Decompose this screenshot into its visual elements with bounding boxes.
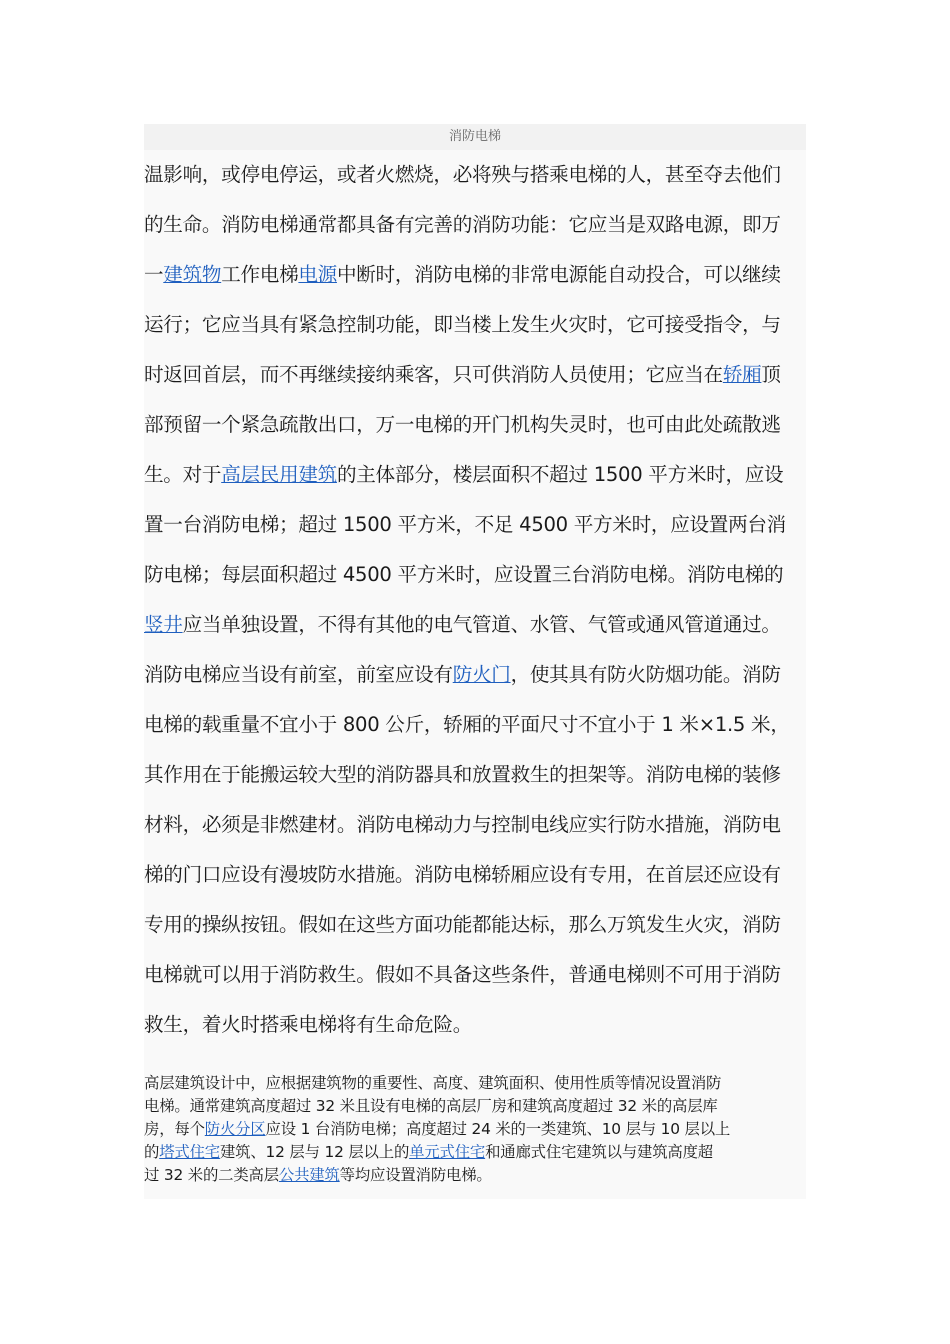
- text-line: [144, 500, 806, 550]
- text-line: [144, 1000, 806, 1050]
- text-line: [144, 300, 806, 350]
- text-line: [144, 850, 806, 900]
- text-segment: 救生，着火时搭乘电梯将有生命危险。: [144, 1013, 472, 1036]
- inline-link[interactable]: 竖井: [144, 613, 183, 636]
- text-segment: 和通廊式住宅建筑以与建筑高度超: [485, 1143, 713, 1161]
- text-segment: 梯的门口应设有漫坡防水措施。消防电梯轿厢应设有专用，在首层还应设有: [144, 863, 781, 886]
- text-line: [144, 1164, 806, 1187]
- text-segment: 中断时，消防电梯的非常电源能自动投合，可以继续: [336, 263, 781, 286]
- inline-link[interactable]: 高层民用建筑: [221, 463, 337, 486]
- text-line: [144, 700, 806, 750]
- text-line: [144, 150, 806, 200]
- text-segment: 的生命。消防电梯通常都具备有完善的消防功能：它应当是双路电源，即万: [144, 213, 781, 236]
- text-segment: 等均应设置消防电梯。: [339, 1166, 492, 1184]
- note-paragraph: [144, 1072, 806, 1187]
- inline-link[interactable]: 电源: [298, 263, 337, 286]
- text-segment: 消防电梯应当设有前室，前室应设有: [144, 663, 453, 686]
- main-paragraph: [144, 150, 806, 1050]
- inline-link[interactable]: 防火门: [452, 663, 511, 686]
- text-segment: 生。对于: [144, 463, 222, 486]
- text-segment: 应当单独设置，不得有其他的电气管道、水管、气管或通风管道通过。: [182, 613, 781, 636]
- text-segment: ，使其具有防火防烟功能。消防: [510, 663, 781, 686]
- text-line: [144, 1072, 806, 1095]
- inline-link[interactable]: 塔式住宅: [159, 1143, 220, 1161]
- text-segment: 房，每个: [144, 1120, 205, 1138]
- text-segment: 的主体部分，楼层面积不超过 1500 平方米时，应设: [336, 463, 784, 486]
- text-line: [144, 450, 806, 500]
- text-segment: 时返回首层，而不再继续接纳乘客，只可供消防人员使用；它应当在: [144, 363, 723, 386]
- text-segment: 温影响，或停电停运，或者火燃烧，必将殃与搭乘电梯的人，甚至夺去他们: [144, 163, 781, 186]
- caption-title: 消防电梯: [144, 124, 806, 150]
- text-line: [144, 750, 806, 800]
- text-segment: 置一台消防电梯；超过 1500 平方米，不足 4500 平方米时，应设置两台消: [144, 513, 786, 536]
- text-line: [144, 250, 806, 300]
- text-line: [144, 1095, 806, 1118]
- text-line: [144, 1141, 806, 1164]
- text-segment: 高层建筑设计中，应根据建筑物的重要性、高度、建筑面积、使用性质等情况设置消防: [144, 1074, 722, 1092]
- text-line: [144, 950, 806, 1000]
- text-segment: 其作用在于能搬运较大型的消防器具和放置救生的担架等。消防电梯的装修: [144, 763, 781, 786]
- text-line: [144, 900, 806, 950]
- text-segment: 一: [144, 263, 164, 286]
- text-line: [144, 650, 806, 700]
- inline-link[interactable]: 单元式住宅: [409, 1143, 486, 1161]
- text-segment: 材料，必须是非燃建材。消防电梯动力与控制电线应实行防水措施，消防电: [144, 813, 781, 836]
- text-segment: 顶: [761, 363, 781, 386]
- text-segment: 电梯的载重量不宜小于 800 公斤，轿厢的平面尺寸不宜小于 1 米×1.5 米，: [144, 713, 790, 736]
- text-segment: 电梯。通常建筑高度超过 32 米且设有电梯的高层厂房和建筑高度超过 32 米的高层库: [144, 1097, 718, 1115]
- text-line: [144, 350, 806, 400]
- text-segment: 的: [144, 1143, 160, 1161]
- text-segment: 应设 1 台消防电梯；高度超过 24 米的一类建筑、10 层与 10 层以上: [265, 1120, 731, 1138]
- text-line: [144, 200, 806, 250]
- text-segment: 防电梯；每层面积超过 4500 平方米时，应设置三台消防电梯。消防电梯的: [144, 563, 784, 586]
- inline-link[interactable]: 建筑物: [163, 263, 222, 286]
- article-content: [144, 124, 806, 1199]
- text-segment: 工作电梯: [221, 263, 299, 286]
- text-line: [144, 600, 806, 650]
- inline-link[interactable]: 防火分区: [204, 1120, 266, 1138]
- text-segment: 专用的操纵按钮。假如在这些方面功能都能达标，那么万筑发生火灾，消防: [144, 913, 781, 936]
- text-line: [144, 800, 806, 850]
- text-segment: 电梯就可以用于消防救生。假如不具备这些条件，普通电梯则不可用于消防: [144, 963, 781, 986]
- text-line: [144, 550, 806, 600]
- text-line: [144, 1118, 806, 1141]
- text-segment: 运行；它应当具有紧急控制功能，即当楼上发生火灾时，它可接受指令，与: [144, 313, 781, 336]
- text-segment: 过 32 米的二类高层: [144, 1166, 279, 1184]
- text-segment: 建筑、12 层与 12 层以上的: [219, 1143, 410, 1161]
- text-line: [144, 400, 806, 450]
- inline-link[interactable]: 公共建筑: [278, 1166, 340, 1184]
- text-segment: 部预留一个紧急疏散出口，万一电梯的开门机构失灵时，也可由此处疏散逃: [144, 413, 781, 436]
- inline-link[interactable]: 轿厢: [722, 363, 762, 386]
